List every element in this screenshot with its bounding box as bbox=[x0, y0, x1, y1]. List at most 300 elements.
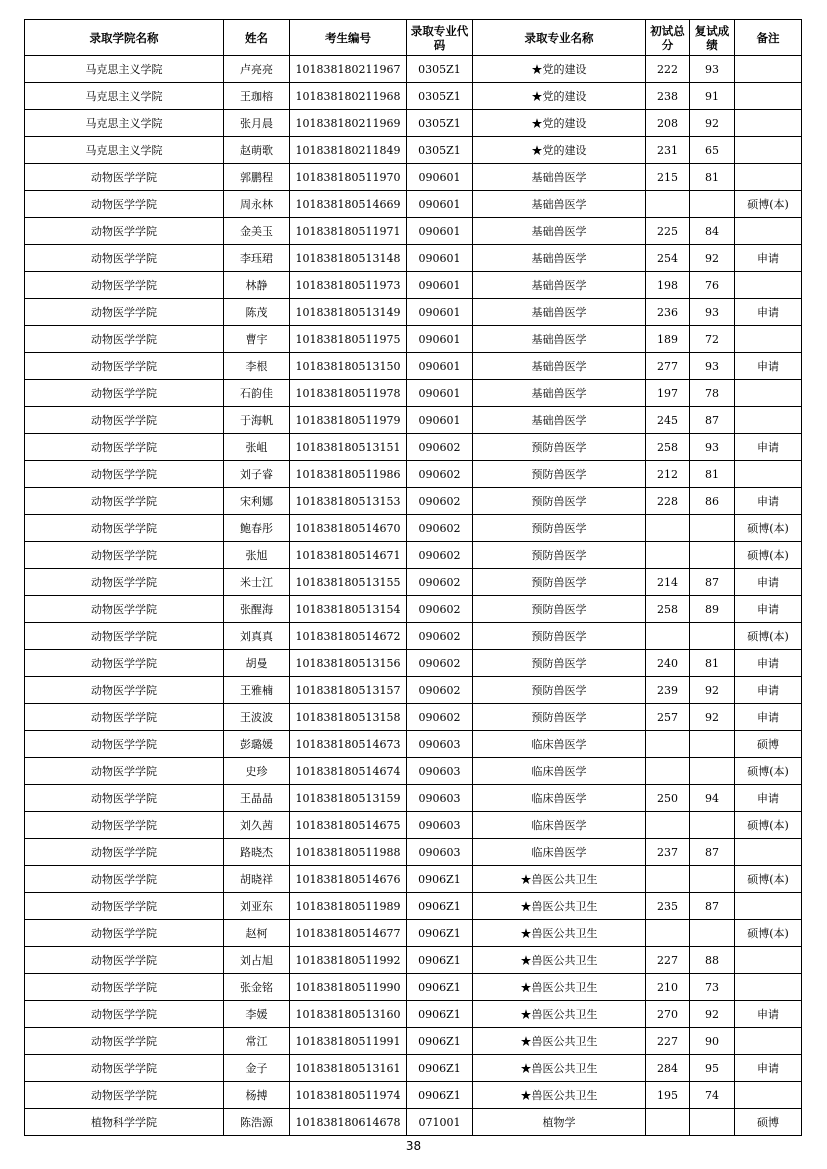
header-retest-score: 复试成绩 bbox=[690, 20, 735, 56]
table-row bbox=[25, 83, 802, 110]
candidate-id-cell: 101838180211968 bbox=[290, 83, 407, 110]
major-code-cell: 0305Z1 bbox=[407, 137, 473, 164]
name-cell: 刘亚东 bbox=[224, 893, 290, 920]
retest-score-cell: 87 bbox=[690, 839, 735, 866]
major-name-cell: 临床兽医学 bbox=[473, 758, 646, 785]
remarks-cell: 申请 bbox=[735, 569, 802, 596]
retest-score-cell: 92 bbox=[690, 704, 735, 731]
major-code-cell: 0906Z1 bbox=[407, 974, 473, 1001]
major-code-cell: 0305Z1 bbox=[407, 83, 473, 110]
major-code-cell: 090603 bbox=[407, 785, 473, 812]
candidate-id-cell: 101838180513154 bbox=[290, 596, 407, 623]
name-cell: 李根 bbox=[224, 353, 290, 380]
name-cell: 张旭 bbox=[224, 542, 290, 569]
initial-score-cell: 236 bbox=[646, 299, 690, 326]
name-cell: 陈茂 bbox=[224, 299, 290, 326]
name-cell: 金子 bbox=[224, 1055, 290, 1082]
college-cell: 动物医学学院 bbox=[25, 515, 224, 542]
major-code-cell: 0906Z1 bbox=[407, 1028, 473, 1055]
name-cell: 周永林 bbox=[224, 191, 290, 218]
initial-score-cell: 227 bbox=[646, 947, 690, 974]
initial-score-cell: 237 bbox=[646, 839, 690, 866]
major-code-cell: 090602 bbox=[407, 569, 473, 596]
name-cell: 王波波 bbox=[224, 704, 290, 731]
initial-score-cell: 214 bbox=[646, 569, 690, 596]
name-cell: 鲍春彤 bbox=[224, 515, 290, 542]
header-candidate-id: 考生编号 bbox=[290, 20, 407, 56]
major-code-cell: 090601 bbox=[407, 380, 473, 407]
table-row bbox=[25, 380, 802, 407]
major-name-cell: ★兽医公共卫生 bbox=[473, 974, 646, 1001]
retest-score-cell bbox=[690, 866, 735, 893]
name-cell: 曹宇 bbox=[224, 326, 290, 353]
table-header bbox=[25, 20, 802, 56]
major-name-cell: ★兽医公共卫生 bbox=[473, 866, 646, 893]
major-name-cell: ★兽医公共卫生 bbox=[473, 1055, 646, 1082]
table-body bbox=[25, 56, 802, 1136]
major-code-cell: 090601 bbox=[407, 191, 473, 218]
table-row bbox=[25, 866, 802, 893]
major-code-cell: 0906Z1 bbox=[407, 920, 473, 947]
remarks-cell: 硕博(本) bbox=[735, 623, 802, 650]
table-row bbox=[25, 1028, 802, 1055]
remarks-cell: 申请 bbox=[735, 650, 802, 677]
name-cell: 路晓杰 bbox=[224, 839, 290, 866]
major-name-cell: 基础兽医学 bbox=[473, 299, 646, 326]
candidate-id-cell: 101838180514677 bbox=[290, 920, 407, 947]
remarks-cell bbox=[735, 974, 802, 1001]
remarks-cell: 申请 bbox=[735, 596, 802, 623]
table-row bbox=[25, 731, 802, 758]
retest-score-cell bbox=[690, 812, 735, 839]
initial-score-cell: 195 bbox=[646, 1082, 690, 1109]
remarks-cell bbox=[735, 380, 802, 407]
major-code-cell: 090602 bbox=[407, 677, 473, 704]
college-cell: 动物医学学院 bbox=[25, 785, 224, 812]
major-name-cell: 预防兽医学 bbox=[473, 704, 646, 731]
candidate-id-cell: 101838180513149 bbox=[290, 299, 407, 326]
name-cell: 于海帆 bbox=[224, 407, 290, 434]
table-row bbox=[25, 56, 802, 83]
college-cell: 动物医学学院 bbox=[25, 920, 224, 947]
major-name-cell: 预防兽医学 bbox=[473, 488, 646, 515]
initial-score-cell: 270 bbox=[646, 1001, 690, 1028]
table-row bbox=[25, 839, 802, 866]
remarks-cell: 硕博(本) bbox=[735, 920, 802, 947]
name-cell: 刘久茜 bbox=[224, 812, 290, 839]
retest-score-cell: 81 bbox=[690, 164, 735, 191]
table-row bbox=[25, 191, 802, 218]
college-cell: 动物医学学院 bbox=[25, 1082, 224, 1109]
major-code-cell: 090601 bbox=[407, 353, 473, 380]
college-cell: 动物医学学院 bbox=[25, 650, 224, 677]
remarks-cell: 申请 bbox=[735, 704, 802, 731]
table-row bbox=[25, 326, 802, 353]
major-name-cell: 基础兽医学 bbox=[473, 218, 646, 245]
initial-score-cell: 210 bbox=[646, 974, 690, 1001]
retest-score-cell bbox=[690, 191, 735, 218]
table-row bbox=[25, 110, 802, 137]
remarks-cell: 申请 bbox=[735, 488, 802, 515]
name-cell: 胡曼 bbox=[224, 650, 290, 677]
college-cell: 动物医学学院 bbox=[25, 866, 224, 893]
initial-score-cell: 240 bbox=[646, 650, 690, 677]
initial-score-cell: 257 bbox=[646, 704, 690, 731]
table-row bbox=[25, 920, 802, 947]
initial-score-cell bbox=[646, 758, 690, 785]
header-major-name: 录取专业名称 bbox=[473, 20, 646, 56]
initial-score-cell: 225 bbox=[646, 218, 690, 245]
major-code-cell: 0906Z1 bbox=[407, 1001, 473, 1028]
major-code-cell: 090603 bbox=[407, 839, 473, 866]
major-name-cell: 基础兽医学 bbox=[473, 272, 646, 299]
major-name-cell: ★党的建设 bbox=[473, 83, 646, 110]
major-name-cell: ★兽医公共卫生 bbox=[473, 893, 646, 920]
major-name-cell: ★党的建设 bbox=[473, 110, 646, 137]
table-row bbox=[25, 137, 802, 164]
header-college: 录取学院名称 bbox=[25, 20, 224, 56]
remarks-cell bbox=[735, 272, 802, 299]
major-name-cell: ★兽医公共卫生 bbox=[473, 1082, 646, 1109]
retest-score-cell: 93 bbox=[690, 56, 735, 83]
candidate-id-cell: 101838180514670 bbox=[290, 515, 407, 542]
college-cell: 动物医学学院 bbox=[25, 812, 224, 839]
retest-score-cell: 87 bbox=[690, 893, 735, 920]
initial-score-cell bbox=[646, 191, 690, 218]
candidate-id-cell: 101838180513158 bbox=[290, 704, 407, 731]
remarks-cell: 硕博(本) bbox=[735, 542, 802, 569]
retest-score-cell bbox=[690, 731, 735, 758]
retest-score-cell bbox=[690, 920, 735, 947]
college-cell: 动物医学学院 bbox=[25, 893, 224, 920]
college-cell: 动物医学学院 bbox=[25, 758, 224, 785]
retest-score-cell: 92 bbox=[690, 677, 735, 704]
table-row bbox=[25, 1109, 802, 1136]
remarks-cell bbox=[735, 110, 802, 137]
table-row bbox=[25, 461, 802, 488]
remarks-cell: 申请 bbox=[735, 1001, 802, 1028]
initial-score-cell: 198 bbox=[646, 272, 690, 299]
major-name-cell: 预防兽医学 bbox=[473, 677, 646, 704]
header-name: 姓名 bbox=[224, 20, 290, 56]
college-cell: 动物医学学院 bbox=[25, 1055, 224, 1082]
table-row bbox=[25, 164, 802, 191]
name-cell: 郭鹏程 bbox=[224, 164, 290, 191]
initial-score-cell bbox=[646, 920, 690, 947]
major-code-cell: 0305Z1 bbox=[407, 56, 473, 83]
header-initial-score: 初试总分 bbox=[646, 20, 690, 56]
table-row bbox=[25, 1082, 802, 1109]
page-number: 38 bbox=[405, 1139, 422, 1153]
major-code-cell: 090601 bbox=[407, 407, 473, 434]
initial-score-cell: 212 bbox=[646, 461, 690, 488]
candidate-id-cell: 101838180511973 bbox=[290, 272, 407, 299]
major-name-cell: 临床兽医学 bbox=[473, 731, 646, 758]
major-name-cell: ★兽医公共卫生 bbox=[473, 1001, 646, 1028]
table-row bbox=[25, 758, 802, 785]
college-cell: 马克思主义学院 bbox=[25, 137, 224, 164]
initial-score-cell: 277 bbox=[646, 353, 690, 380]
major-code-cell: 0906Z1 bbox=[407, 866, 473, 893]
table-row bbox=[25, 434, 802, 461]
name-cell: 王雅楠 bbox=[224, 677, 290, 704]
candidate-id-cell: 101838180511992 bbox=[290, 947, 407, 974]
remarks-cell: 申请 bbox=[735, 245, 802, 272]
name-cell: 彭璐媛 bbox=[224, 731, 290, 758]
retest-score-cell: 88 bbox=[690, 947, 735, 974]
major-name-cell: 临床兽医学 bbox=[473, 839, 646, 866]
candidate-id-cell: 101838180513150 bbox=[290, 353, 407, 380]
name-cell: 林静 bbox=[224, 272, 290, 299]
college-cell: 动物医学学院 bbox=[25, 191, 224, 218]
remarks-cell bbox=[735, 56, 802, 83]
retest-score-cell: 73 bbox=[690, 974, 735, 1001]
name-cell: 赵萌歌 bbox=[224, 137, 290, 164]
initial-score-cell bbox=[646, 542, 690, 569]
table-row bbox=[25, 623, 802, 650]
major-code-cell: 090601 bbox=[407, 299, 473, 326]
name-cell: 石韵佳 bbox=[224, 380, 290, 407]
retest-score-cell: 76 bbox=[690, 272, 735, 299]
remarks-cell: 硕博 bbox=[735, 731, 802, 758]
initial-score-cell: 239 bbox=[646, 677, 690, 704]
major-name-cell: 预防兽医学 bbox=[473, 596, 646, 623]
name-cell: 赵柯 bbox=[224, 920, 290, 947]
table-row bbox=[25, 488, 802, 515]
candidate-id-cell: 101838180511989 bbox=[290, 893, 407, 920]
retest-score-cell: 87 bbox=[690, 407, 735, 434]
retest-score-cell: 86 bbox=[690, 488, 735, 515]
major-name-cell: 基础兽医学 bbox=[473, 191, 646, 218]
retest-score-cell bbox=[690, 542, 735, 569]
table-row bbox=[25, 596, 802, 623]
header-remarks: 备注 bbox=[735, 20, 802, 56]
college-cell: 动物医学学院 bbox=[25, 596, 224, 623]
college-cell: 动物医学学院 bbox=[25, 353, 224, 380]
major-name-cell: 临床兽医学 bbox=[473, 812, 646, 839]
initial-score-cell: 258 bbox=[646, 434, 690, 461]
college-cell: 动物医学学院 bbox=[25, 1028, 224, 1055]
major-name-cell: 基础兽医学 bbox=[473, 326, 646, 353]
initial-score-cell: 228 bbox=[646, 488, 690, 515]
candidate-id-cell: 101838180511986 bbox=[290, 461, 407, 488]
candidate-id-cell: 101838180211969 bbox=[290, 110, 407, 137]
major-name-cell: 植物学 bbox=[473, 1109, 646, 1136]
table-row bbox=[25, 515, 802, 542]
college-cell: 动物医学学院 bbox=[25, 1001, 224, 1028]
name-cell: 张月晨 bbox=[224, 110, 290, 137]
remarks-cell: 申请 bbox=[735, 785, 802, 812]
initial-score-cell bbox=[646, 731, 690, 758]
major-code-cell: 0906Z1 bbox=[407, 947, 473, 974]
name-cell: 张岨 bbox=[224, 434, 290, 461]
name-cell: 王晶晶 bbox=[224, 785, 290, 812]
name-cell: 李媛 bbox=[224, 1001, 290, 1028]
major-code-cell: 090602 bbox=[407, 434, 473, 461]
remarks-cell: 硕博(本) bbox=[735, 758, 802, 785]
initial-score-cell: 258 bbox=[646, 596, 690, 623]
retest-score-cell: 78 bbox=[690, 380, 735, 407]
college-cell: 动物医学学院 bbox=[25, 461, 224, 488]
college-cell: 马克思主义学院 bbox=[25, 56, 224, 83]
major-name-cell: 预防兽医学 bbox=[473, 461, 646, 488]
college-cell: 动物医学学院 bbox=[25, 677, 224, 704]
table-row bbox=[25, 947, 802, 974]
retest-score-cell: 90 bbox=[690, 1028, 735, 1055]
initial-score-cell bbox=[646, 812, 690, 839]
candidate-id-cell: 101838180514676 bbox=[290, 866, 407, 893]
name-cell: 张醒海 bbox=[224, 596, 290, 623]
candidate-id-cell: 101838180511990 bbox=[290, 974, 407, 1001]
college-cell: 动物医学学院 bbox=[25, 299, 224, 326]
table-row bbox=[25, 218, 802, 245]
major-code-cell: 090602 bbox=[407, 488, 473, 515]
initial-score-cell: 215 bbox=[646, 164, 690, 191]
initial-score-cell: 189 bbox=[646, 326, 690, 353]
major-code-cell: 0906Z1 bbox=[407, 893, 473, 920]
remarks-cell bbox=[735, 893, 802, 920]
college-cell: 动物医学学院 bbox=[25, 272, 224, 299]
name-cell: 胡晓祥 bbox=[224, 866, 290, 893]
initial-score-cell: 245 bbox=[646, 407, 690, 434]
table-row bbox=[25, 299, 802, 326]
major-name-cell: 预防兽医学 bbox=[473, 623, 646, 650]
initial-score-cell bbox=[646, 1109, 690, 1136]
remarks-cell bbox=[735, 1028, 802, 1055]
remarks-cell bbox=[735, 461, 802, 488]
initial-score-cell: 222 bbox=[646, 56, 690, 83]
major-code-cell: 090601 bbox=[407, 164, 473, 191]
remarks-cell bbox=[735, 947, 802, 974]
retest-score-cell: 65 bbox=[690, 137, 735, 164]
retest-score-cell: 93 bbox=[690, 353, 735, 380]
candidate-id-cell: 101838180513156 bbox=[290, 650, 407, 677]
candidate-id-cell: 101838180511988 bbox=[290, 839, 407, 866]
table-row bbox=[25, 677, 802, 704]
table-row bbox=[25, 245, 802, 272]
name-cell: 刘子睿 bbox=[224, 461, 290, 488]
table-row bbox=[25, 785, 802, 812]
major-name-cell: ★兽医公共卫生 bbox=[473, 1028, 646, 1055]
major-name-cell: 临床兽医学 bbox=[473, 785, 646, 812]
retest-score-cell: 81 bbox=[690, 650, 735, 677]
major-name-cell: 预防兽医学 bbox=[473, 569, 646, 596]
major-name-cell: ★兽医公共卫生 bbox=[473, 920, 646, 947]
admission-table bbox=[24, 19, 802, 1136]
retest-score-cell: 91 bbox=[690, 83, 735, 110]
major-code-cell: 090602 bbox=[407, 515, 473, 542]
name-cell: 张金铭 bbox=[224, 974, 290, 1001]
name-cell: 陈浩源 bbox=[224, 1109, 290, 1136]
major-code-cell: 090602 bbox=[407, 623, 473, 650]
remarks-cell bbox=[735, 1082, 802, 1109]
candidate-id-cell: 101838180511974 bbox=[290, 1082, 407, 1109]
college-cell: 动物医学学院 bbox=[25, 380, 224, 407]
college-cell: 马克思主义学院 bbox=[25, 83, 224, 110]
candidate-id-cell: 101838180513161 bbox=[290, 1055, 407, 1082]
retest-score-cell: 92 bbox=[690, 110, 735, 137]
retest-score-cell: 95 bbox=[690, 1055, 735, 1082]
college-cell: 动物医学学院 bbox=[25, 947, 224, 974]
remarks-cell: 硕博(本) bbox=[735, 191, 802, 218]
initial-score-cell bbox=[646, 515, 690, 542]
candidate-id-cell: 101838180513160 bbox=[290, 1001, 407, 1028]
major-code-cell: 071001 bbox=[407, 1109, 473, 1136]
retest-score-cell bbox=[690, 515, 735, 542]
initial-score-cell: 250 bbox=[646, 785, 690, 812]
major-code-cell: 090602 bbox=[407, 596, 473, 623]
table-row bbox=[25, 1055, 802, 1082]
major-code-cell: 090603 bbox=[407, 731, 473, 758]
name-cell: 米士江 bbox=[224, 569, 290, 596]
major-name-cell: 预防兽医学 bbox=[473, 434, 646, 461]
initial-score-cell: 208 bbox=[646, 110, 690, 137]
major-name-cell: ★党的建设 bbox=[473, 56, 646, 83]
retest-score-cell: 87 bbox=[690, 569, 735, 596]
name-cell: 王珈榕 bbox=[224, 83, 290, 110]
retest-score-cell: 93 bbox=[690, 299, 735, 326]
name-cell: 李珏珺 bbox=[224, 245, 290, 272]
college-cell: 动物医学学院 bbox=[25, 623, 224, 650]
major-code-cell: 0305Z1 bbox=[407, 110, 473, 137]
remarks-cell: 硕博(本) bbox=[735, 866, 802, 893]
college-cell: 动物医学学院 bbox=[25, 218, 224, 245]
initial-score-cell: 235 bbox=[646, 893, 690, 920]
candidate-id-cell: 101838180513153 bbox=[290, 488, 407, 515]
candidate-id-cell: 101838180514671 bbox=[290, 542, 407, 569]
table-row bbox=[25, 353, 802, 380]
initial-score-cell: 231 bbox=[646, 137, 690, 164]
candidate-id-cell: 101838180211849 bbox=[290, 137, 407, 164]
retest-score-cell: 72 bbox=[690, 326, 735, 353]
remarks-cell: 硕博(本) bbox=[735, 515, 802, 542]
table-row bbox=[25, 893, 802, 920]
retest-score-cell: 92 bbox=[690, 1001, 735, 1028]
college-cell: 动物医学学院 bbox=[25, 839, 224, 866]
retest-score-cell: 92 bbox=[690, 245, 735, 272]
initial-score-cell: 238 bbox=[646, 83, 690, 110]
major-code-cell: 090602 bbox=[407, 704, 473, 731]
candidate-id-cell: 101838180513151 bbox=[290, 434, 407, 461]
retest-score-cell: 84 bbox=[690, 218, 735, 245]
name-cell: 史珍 bbox=[224, 758, 290, 785]
initial-score-cell bbox=[646, 623, 690, 650]
retest-score-cell: 93 bbox=[690, 434, 735, 461]
major-name-cell: 预防兽医学 bbox=[473, 515, 646, 542]
major-code-cell: 090603 bbox=[407, 758, 473, 785]
college-cell: 动物医学学院 bbox=[25, 731, 224, 758]
college-cell: 动物医学学院 bbox=[25, 542, 224, 569]
retest-score-cell bbox=[690, 758, 735, 785]
name-cell: 宋利娜 bbox=[224, 488, 290, 515]
major-code-cell: 090603 bbox=[407, 812, 473, 839]
major-name-cell: 基础兽医学 bbox=[473, 245, 646, 272]
retest-score-cell: 81 bbox=[690, 461, 735, 488]
name-cell: 杨搏 bbox=[224, 1082, 290, 1109]
college-cell: 动物医学学院 bbox=[25, 326, 224, 353]
major-code-cell: 090602 bbox=[407, 542, 473, 569]
college-cell: 动物医学学院 bbox=[25, 704, 224, 731]
retest-score-cell: 89 bbox=[690, 596, 735, 623]
header-row bbox=[25, 20, 802, 56]
initial-score-cell: 227 bbox=[646, 1028, 690, 1055]
candidate-id-cell: 101838180513157 bbox=[290, 677, 407, 704]
candidate-id-cell: 101838180211967 bbox=[290, 56, 407, 83]
name-cell: 刘占旭 bbox=[224, 947, 290, 974]
candidate-id-cell: 101838180513148 bbox=[290, 245, 407, 272]
remarks-cell: 申请 bbox=[735, 353, 802, 380]
table-row bbox=[25, 407, 802, 434]
